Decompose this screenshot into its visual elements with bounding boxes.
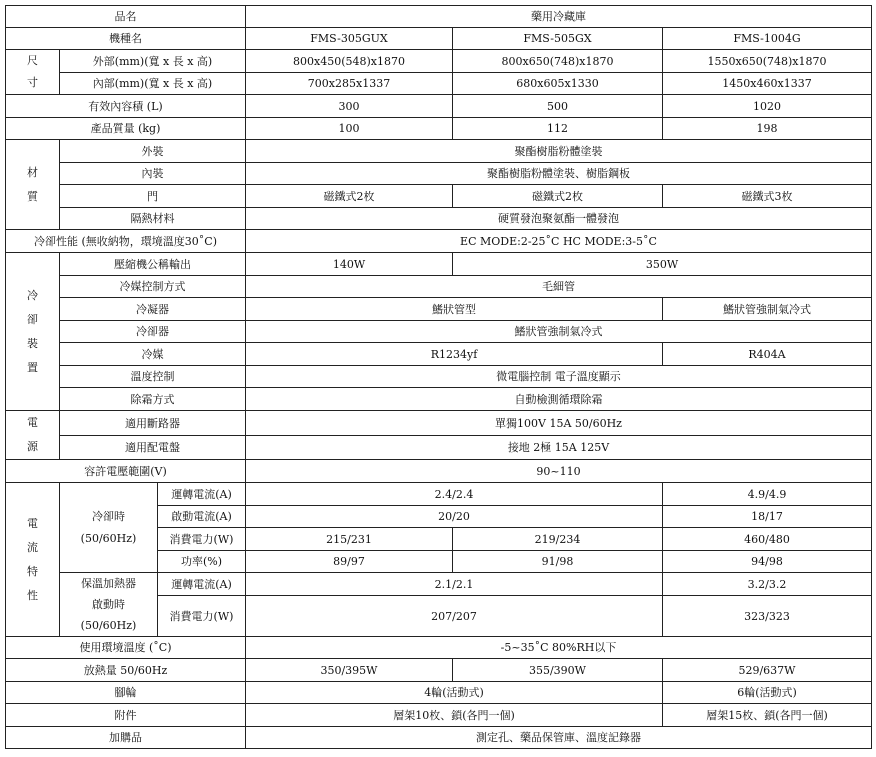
model-1: FMS-305GUX — [246, 28, 453, 50]
row-caster — [6, 682, 872, 704]
refrigerant-2: R404A — [663, 343, 872, 366]
temperature-control-label: 溫度控制 — [60, 366, 246, 388]
external-label: 外部(mm)(寬 x 長 x 高) — [60, 50, 246, 73]
ambient-value: -5~35˚C 80%RH以下 — [246, 637, 872, 659]
caster-2: 6輪(活動式) — [663, 682, 872, 704]
internal-label: 內部(mm)(寬 x 長 x 高) — [60, 73, 246, 95]
mass-3: 198 — [663, 118, 872, 140]
external-3: 1550x650(748)x1870 — [663, 50, 872, 73]
heat-label: 放熱量 50/60Hz — [6, 659, 246, 682]
condenser-1: 鰭狀管型 — [246, 298, 663, 321]
capacity-2: 500 — [453, 95, 663, 118]
row-exterior — [6, 140, 872, 163]
power-consumption-3: 460/480 — [663, 528, 872, 551]
product-name-label: 品名 — [6, 6, 246, 28]
heater-power-1: 207/207 — [246, 596, 663, 637]
product-name-value: 藥用冷藏庫 — [246, 6, 872, 28]
run-current-2: 4.9/4.9 — [663, 483, 872, 506]
compressor-2: 350W — [453, 253, 872, 276]
breaker-label: 適用斷路器 — [60, 411, 246, 436]
caster-1: 4輪(活動式) — [246, 682, 663, 704]
cooling-group-label: 冷卻時 (50/60Hz) — [60, 483, 158, 573]
cooler-value: 鰭狀管強制氣冷式 — [246, 321, 872, 343]
voltage-label: 容許電壓範圍(V) — [6, 460, 246, 483]
cooler-label: 冷卻器 — [60, 321, 246, 343]
accessory-1: 層架10枚、鎖(各門一個) — [246, 704, 663, 727]
option-label: 加購品 — [6, 727, 246, 749]
power-consumption-label: 消費電力(W) — [158, 528, 246, 551]
mass-2: 112 — [453, 118, 663, 140]
heat-2: 355/390W — [453, 659, 663, 682]
row-model — [6, 28, 872, 50]
row-outlet — [6, 436, 872, 460]
mass-label: 產品質量 (kg) — [6, 118, 246, 140]
row-ambient — [6, 637, 872, 659]
power-factor-1: 89/97 — [246, 551, 453, 573]
condenser-2: 鰭狀管強制氣冷式 — [663, 298, 872, 321]
condenser-label: 冷凝器 — [60, 298, 246, 321]
model-2: FMS-505GX — [453, 28, 663, 50]
heater-group-label: 保溫加熱器 啟動時 (50/60Hz) — [60, 573, 158, 637]
capacity-3: 1020 — [663, 95, 872, 118]
row-defrost — [6, 388, 872, 411]
model-3: FMS-1004G — [663, 28, 872, 50]
row-mass — [6, 118, 872, 140]
power-consumption-2: 219/234 — [453, 528, 663, 551]
run-current-1: 2.4/2.4 — [246, 483, 663, 506]
power-factor-2: 91/98 — [453, 551, 663, 573]
row-voltage — [6, 460, 872, 483]
row-heat — [6, 659, 872, 682]
row-internal — [6, 73, 872, 95]
internal-3: 1450x460x1337 — [663, 73, 872, 95]
material-section-label: 材 質 — [6, 140, 60, 230]
refrigerant-control-value: 毛細管 — [246, 276, 872, 298]
breaker-value: 單獨100V 15A 50/60Hz — [246, 411, 872, 436]
start-current-1: 20/20 — [246, 506, 663, 528]
caster-label: 腳輪 — [6, 682, 246, 704]
heater-run-current-2: 3.2/3.2 — [663, 573, 872, 596]
heater-power-label: 消費電力(W) — [158, 596, 246, 637]
door-1: 磁鐵式2枚 — [246, 185, 453, 208]
external-1: 800x450(548)x1870 — [246, 50, 453, 73]
current-section-label: 電 流 特 性 — [6, 483, 60, 637]
interior-label: 內裝 — [60, 163, 246, 185]
accessory-2: 層架15枚、鎖(各門一個) — [663, 704, 872, 727]
mass-1: 100 — [246, 118, 453, 140]
row-option — [6, 727, 872, 749]
heat-1: 350/395W — [246, 659, 453, 682]
model-label: 機種名 — [6, 28, 246, 50]
external-2: 800x650(748)x1870 — [453, 50, 663, 73]
defrost-value: 自動檢測循環除霜 — [246, 388, 872, 411]
row-breaker — [6, 411, 872, 436]
interior-value: 聚酯樹脂粉體塗裝、樹脂鋼板 — [246, 163, 872, 185]
capacity-1: 300 — [246, 95, 453, 118]
row-external — [6, 50, 872, 73]
power-factor-3: 94/98 — [663, 551, 872, 573]
insulation-label: 隔熱材料 — [60, 208, 246, 230]
option-value: 測定孔、藥品保管庫、溫度記錄器 — [246, 727, 872, 749]
cooling-performance-value: EC MODE:2-25˚C HC MODE:3-5˚C — [246, 230, 872, 253]
start-current-2: 18/17 — [663, 506, 872, 528]
door-2: 磁鐵式2枚 — [453, 185, 663, 208]
row-run-current — [6, 483, 872, 506]
door-3: 磁鐵式3枚 — [663, 185, 872, 208]
row-refrigerant-control — [6, 276, 872, 298]
door-label: 門 — [60, 185, 246, 208]
row-product-name — [6, 6, 872, 28]
refrigerant-control-label: 冷媒控制方式 — [60, 276, 246, 298]
temperature-control-value: 微電腦控制 電子溫度顯示 — [246, 366, 872, 388]
accessory-label: 附件 — [6, 704, 246, 727]
heater-run-current-label: 運轉電流(A) — [158, 573, 246, 596]
compressor-label: 壓縮機公稱輸出 — [60, 253, 246, 276]
refrigerant-label: 冷媒 — [60, 343, 246, 366]
exterior-label: 外裝 — [60, 140, 246, 163]
internal-2: 680x605x1330 — [453, 73, 663, 95]
heat-3: 529/637W — [663, 659, 872, 682]
row-capacity — [6, 95, 872, 118]
size-section-label: 尺 寸 — [6, 50, 60, 95]
row-temperature-control — [6, 366, 872, 388]
row-accessory — [6, 704, 872, 727]
row-insulation — [6, 208, 872, 230]
capacity-label: 有效內容積 (L) — [6, 95, 246, 118]
run-current-label: 運轉電流(A) — [158, 483, 246, 506]
start-current-label: 啟動電流(A) — [158, 506, 246, 528]
row-compressor — [6, 253, 872, 276]
outlet-value: 接地 2極 15A 125V — [246, 436, 872, 460]
voltage-value: 90~110 — [246, 460, 872, 483]
spec-table — [5, 5, 872, 749]
row-cooling-performance — [6, 230, 872, 253]
row-interior — [6, 163, 872, 185]
exterior-value: 聚酯樹脂粉體塗裝 — [246, 140, 872, 163]
row-refrigerant — [6, 343, 872, 366]
compressor-1: 140W — [246, 253, 453, 276]
defrost-label: 除霜方式 — [60, 388, 246, 411]
row-heater-run-current — [6, 573, 872, 596]
refrigerant-1: R1234yf — [246, 343, 663, 366]
cooling-performance-label: 冷卻性能 (無收納物，環境溫度30˚C) — [6, 230, 246, 253]
power-factor-label: 功率(%) — [158, 551, 246, 573]
insulation-value: 硬質發泡聚氨酯一體發泡 — [246, 208, 872, 230]
power-section-label: 電 源 — [6, 411, 60, 460]
row-condenser — [6, 298, 872, 321]
internal-1: 700x285x1337 — [246, 73, 453, 95]
ambient-label: 使用環境溫度 (˚C) — [6, 637, 246, 659]
outlet-label: 適用配電盤 — [60, 436, 246, 460]
row-cooler — [6, 321, 872, 343]
heater-run-current-1: 2.1/2.1 — [246, 573, 663, 596]
power-consumption-1: 215/231 — [246, 528, 453, 551]
heater-power-2: 323/323 — [663, 596, 872, 637]
cooling-section-label: 冷 卻 裝 置 — [6, 253, 60, 411]
row-door — [6, 185, 872, 208]
